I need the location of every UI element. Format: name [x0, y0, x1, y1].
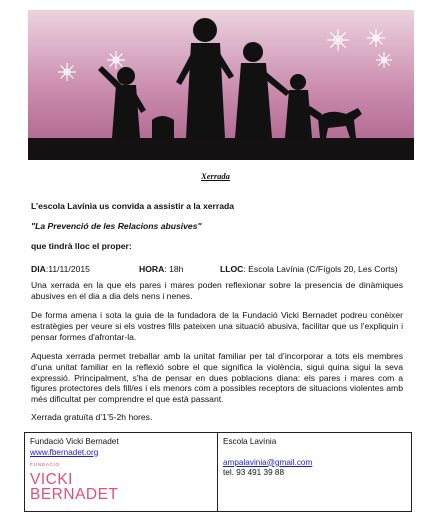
paragraph-3: Aquesta xerrada permet treballar amb la unitat familiar per tal d’incorporar a tots els membres d’una unitat familiar en la reflexió sobre el que significa la violència, sigui quina sigui la seva expressió. Principalment, s'ha de pensar en dues poblacions diana: els pares i mares com a figures protectores dels fill/es i els menors com a possibles receptors de situacions violentes amb més dificultat per comprendre el que està passant. [31, 351, 403, 405]
intro-line: L’escola Lavínia us convida a assistir a la xerrada [31, 201, 235, 211]
school-name: Escola Lavínia [223, 437, 277, 446]
date-field [31, 264, 90, 274]
date-value: :11/11/2015 [45, 264, 90, 274]
paragraph-2: De forma amena i sota la guia de la fundadora de la Fundació Vicki Bernadet podreu conèixer estratègies per veure si els vostres fills pateixen una situació abusiva, facilitar que us l'expliquin i pensar formes d'afrontar-la. [31, 310, 403, 342]
foundation-url-link[interactable]: www.fbernadet.org [30, 447, 99, 457]
school-phone: tel. 93 491 39 88 [223, 468, 285, 477]
foundation-name: Fundació Vicki Bernadet [30, 437, 119, 446]
foundation-logo [30, 461, 119, 502]
school-contact [223, 437, 312, 479]
time-label: HORA [139, 264, 165, 274]
place-intro: que tindrà lloc el proper: [31, 241, 132, 251]
talk-title: "La Prevenció de les Relacions abusives" [31, 221, 202, 231]
place-label: LLOC [220, 264, 244, 274]
table-divider [217, 433, 218, 511]
foundation-contact [30, 437, 119, 502]
logo-line-1: VICKI [30, 470, 73, 488]
school-email-link[interactable]: ampalavinia@gmail.com [223, 457, 313, 467]
price-note: Xerrada gratuïta d’1’5-2h hores. [31, 412, 153, 422]
logo-line-2: BERNADET [30, 485, 119, 503]
logo-small-text: FUNDACIÓ [30, 463, 60, 468]
section-heading: Xerrada [201, 171, 230, 181]
place-field [220, 264, 398, 274]
place-value: : Escola Lavínia (C/Fígols 20, Les Corts) [243, 264, 398, 274]
date-label: DIA [31, 264, 46, 274]
header-banner-image [28, 10, 414, 160]
time-field [139, 264, 183, 274]
time-value: : 18h [164, 264, 184, 274]
contact-table [24, 432, 412, 512]
paragraph-1: Una xerrada en la que els pares i mares poden reflexionar sobre la presencia de dinàmiques abusives en el dia a dia dels nens i nenes. [31, 280, 403, 301]
